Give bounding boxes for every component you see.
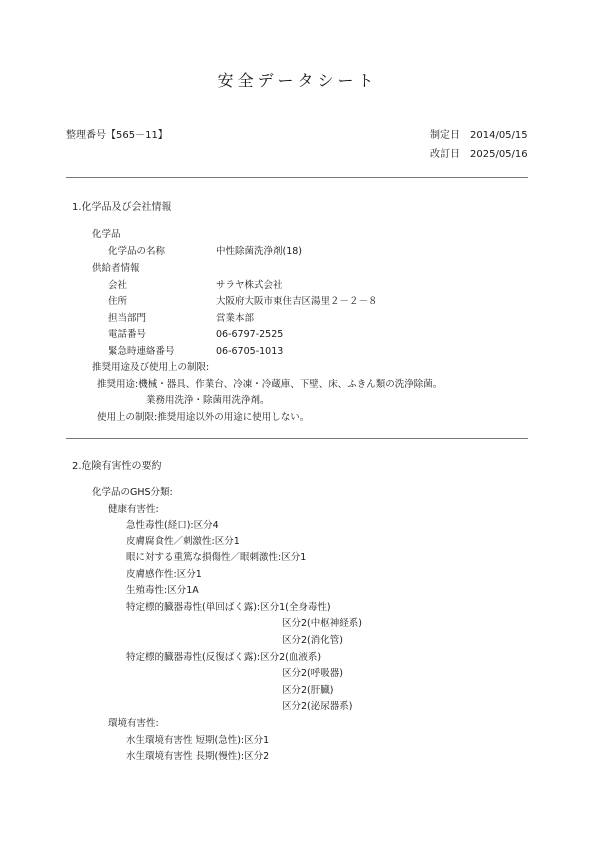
- company-value: サラヤ株式会社: [216, 280, 283, 291]
- established-date: 制定日 2014/05/15: [430, 130, 528, 141]
- health-hazard-item: 生殖毒性:区分1A: [126, 585, 199, 596]
- phone-label: 電話番号: [108, 329, 147, 340]
- recommended-use: 推奨用途:機械・器具、作業台、冷凍・冷蔵庫、下壁、床、ふきん類の洗浄除菌。: [97, 379, 443, 390]
- revised-date: 改訂日 2025/05/16: [430, 149, 528, 160]
- section-2-heading: 2.危険有害性の要約: [72, 461, 162, 472]
- health-hazard-item: 皮膚腐食性／刺激性:区分1: [126, 536, 240, 547]
- health-hazard-item: 急性毒性(経口):区分4: [126, 520, 219, 531]
- address-label: 住所: [108, 296, 128, 307]
- reference-number: 整理番号【565－11】: [66, 130, 168, 141]
- stot-repeated-exposure-item: 区分2(泌尿器系): [282, 701, 353, 712]
- stot-repeated-exposure: 特定標的臓器毒性(反復ばく露):区分2(血液系): [126, 652, 322, 663]
- health-hazard-item: 皮膚感作性:区分1: [126, 569, 202, 580]
- divider: [66, 177, 528, 178]
- emergency-phone-label: 緊急時連絡番号: [108, 346, 175, 357]
- stot-single-exposure: 特定標的臓器毒性(単回ばく露):区分1(全身毒性): [126, 602, 331, 613]
- stot-single-exposure-item: 区分2(消化管): [282, 635, 343, 646]
- ghs-classification-label: 化学品のGHS分類:: [92, 487, 173, 498]
- department-value: 営業本部: [216, 313, 255, 324]
- stot-repeated-exposure-item: 区分2(肝臓): [282, 685, 334, 696]
- environmental-hazard-label: 環境有害性:: [108, 718, 159, 729]
- document-title: 安全データシート: [217, 71, 378, 90]
- usage-heading: 推奨用途及び使用上の制限:: [92, 362, 210, 373]
- stot-repeated-exposure-item: 区分2(呼吸器): [282, 668, 343, 679]
- department-label: 担当部門: [108, 313, 147, 324]
- product-name-label: 化学品の名称: [108, 246, 166, 257]
- phone-value: 06-6797-2525: [216, 329, 284, 340]
- health-hazard-label: 健康有害性:: [108, 504, 159, 515]
- health-hazard-item: 眼に対する重篤な損傷性／眼刺激性:区分1: [126, 552, 307, 563]
- address-value: 大阪府大阪市東住吉区湯里２－２－８: [216, 296, 378, 307]
- environmental-hazard-item: 水生環境有害性 短期(急性):区分1: [126, 735, 270, 746]
- stot-single-exposure-item: 区分2(中枢神経系): [282, 618, 362, 629]
- use-restriction: 使用上の制限:推奨用途以外の用途に使用しない。: [97, 412, 310, 423]
- company-label: 会社: [108, 280, 128, 291]
- product-name-value: 中性除菌洗浄剤(18): [216, 246, 303, 257]
- chemical-label: 化学品: [92, 229, 121, 240]
- section-1-heading: 1.化学品及び会社情報: [72, 202, 172, 213]
- environmental-hazard-item: 水生環境有害性 長期(慢性):区分2: [126, 751, 270, 762]
- emergency-phone-value: 06-6705-1013: [216, 346, 284, 357]
- supplier-label: 供給者情報: [92, 263, 140, 274]
- recommended-use-continued: 業務用洗浄・除菌用洗浄剤。: [146, 395, 270, 406]
- divider: [66, 438, 528, 439]
